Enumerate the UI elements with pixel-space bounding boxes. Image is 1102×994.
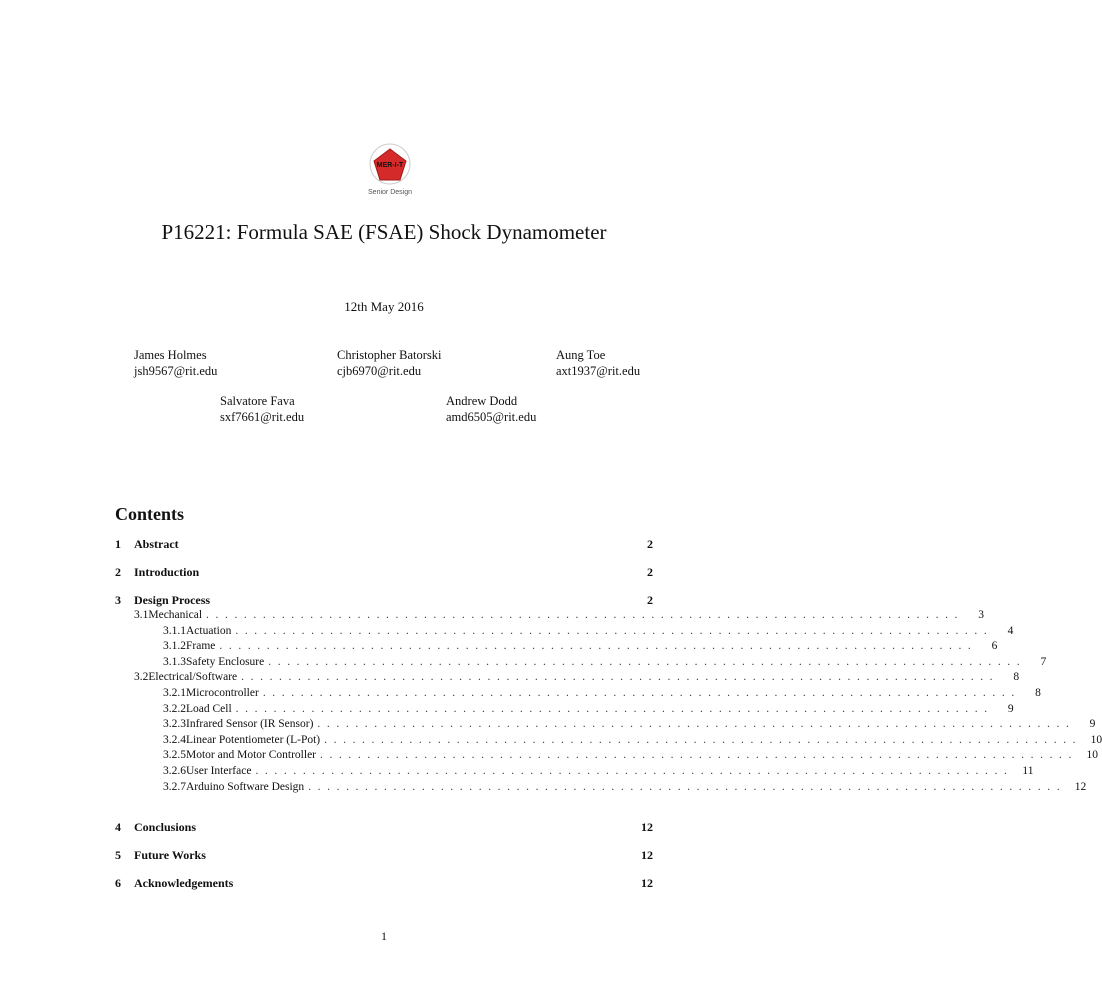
toc-entry-page: 12 bbox=[641, 820, 653, 834]
toc-entry-number: 3.1.1 bbox=[163, 624, 186, 637]
toc-entry[interactable] bbox=[115, 655, 1047, 672]
toc-entry[interactable] bbox=[115, 640, 998, 656]
toc-entry-number: 3.2.3 bbox=[163, 718, 186, 731]
toc-entry-title: Linear Potentiometer (L-Pot) bbox=[186, 733, 321, 746]
toc-entry-title: Load Cell bbox=[186, 702, 232, 715]
toc-entry-number: 3.1 bbox=[134, 609, 149, 621]
toc-entry-number: 3.2.4 bbox=[163, 733, 186, 746]
toc-dot-leader: ................................................................................ bbox=[255, 765, 1014, 777]
toc-entry-number: 1 bbox=[115, 537, 121, 551]
document-title: P16221: Formula SAE (FSAE) Shock Dynamometer bbox=[161, 220, 607, 244]
toc-entry-title: Microcontroller bbox=[186, 687, 259, 699]
author-name: Andrew Dodd bbox=[446, 394, 518, 408]
toc-entry[interactable] bbox=[115, 733, 1102, 750]
toc-entry-title: Electrical/Software bbox=[148, 671, 238, 684]
toc-entry-number: 3.2.7 bbox=[163, 780, 186, 793]
toc-entry-title: Actuation bbox=[186, 624, 232, 637]
toc-entry[interactable] bbox=[115, 848, 653, 864]
toc-entry-page: 2 bbox=[647, 537, 653, 551]
toc-dot-leader: ................................................................................ bbox=[320, 749, 1078, 762]
toc-entry[interactable] bbox=[115, 565, 653, 581]
toc-dot-leader: ................................................................................ bbox=[235, 624, 994, 637]
toc-entry-number: 4 bbox=[115, 820, 121, 834]
toc-entry-number: 3.1.3 bbox=[163, 655, 186, 668]
toc-entry[interactable] bbox=[115, 593, 653, 609]
author-block bbox=[220, 393, 304, 425]
toc-entry-page: 2 bbox=[647, 593, 653, 607]
toc-entry-page: 7 bbox=[1040, 655, 1047, 668]
toc-entry-number: 3.2 bbox=[134, 671, 149, 684]
toc-entry-page: 10 bbox=[1090, 733, 1102, 746]
merit-senior-design-logo bbox=[355, 140, 425, 198]
toc-dot-leader: ................................................................................ bbox=[206, 609, 965, 621]
toc-entry[interactable] bbox=[115, 609, 985, 625]
author-name: Christopher Batorski bbox=[337, 348, 442, 362]
page-number: 1 bbox=[381, 929, 387, 943]
toc-entry[interactable] bbox=[115, 537, 653, 553]
toc-entry-page: 11 bbox=[1022, 765, 1034, 777]
toc-entry-title: Abstract bbox=[134, 537, 179, 551]
toc-entry-page: 12 bbox=[641, 876, 653, 890]
toc-dot-leader: ................................................................................ bbox=[235, 702, 994, 715]
toc-entry-number: 3 bbox=[115, 593, 121, 607]
toc-entry[interactable] bbox=[115, 765, 1034, 781]
toc-entry-title: Future Works bbox=[134, 848, 206, 862]
toc-entry-page: 8 bbox=[1013, 671, 1020, 684]
author-name: Aung Toe bbox=[556, 348, 606, 362]
toc-entry-title: Conclusions bbox=[134, 820, 197, 834]
toc-entry[interactable] bbox=[115, 749, 1098, 765]
toc-entry-title: Introduction bbox=[134, 565, 200, 579]
toc-entry-title: Safety Enclosure bbox=[186, 655, 265, 668]
toc-entry-number: 2 bbox=[115, 565, 121, 579]
toc-entry[interactable] bbox=[115, 687, 1041, 703]
toc-entry-number: 3.2.6 bbox=[163, 765, 186, 777]
toc-dot-leader: ................................................................................ bbox=[324, 733, 1083, 746]
toc-entry[interactable] bbox=[115, 780, 1087, 797]
toc-dot-leader: ................................................................................ bbox=[219, 640, 978, 653]
contents-heading: Contents bbox=[115, 504, 185, 524]
toc-entry-page: 12 bbox=[641, 848, 653, 862]
toc-entry[interactable] bbox=[115, 702, 1014, 719]
author-block bbox=[337, 347, 442, 379]
toc-dot-leader: ................................................................................ bbox=[241, 671, 1000, 684]
toc-entry-number: 5 bbox=[115, 848, 121, 862]
toc-entry-title: User Interface bbox=[186, 765, 252, 777]
toc-entry-page: 2 bbox=[647, 565, 653, 579]
toc-entry-page: 12 bbox=[1074, 780, 1087, 793]
toc-entry-title: Frame bbox=[186, 640, 216, 653]
author-email: axt1937@rit.edu bbox=[556, 364, 641, 378]
toc-entry-page: 9 bbox=[1089, 718, 1096, 731]
svg-text:MER-I-T: MER-I-T bbox=[376, 162, 404, 169]
toc-entry-page: 6 bbox=[991, 640, 998, 653]
author-block bbox=[446, 393, 536, 425]
toc-entry[interactable] bbox=[115, 718, 1096, 734]
toc-entry-title: Motor and Motor Controller bbox=[186, 749, 316, 762]
author-email: jsh9567@rit.edu bbox=[134, 364, 218, 378]
author-name: James Holmes bbox=[134, 348, 207, 362]
author-email: amd6505@rit.edu bbox=[446, 410, 537, 424]
toc-entry[interactable] bbox=[115, 671, 1020, 687]
toc-entry-page: 4 bbox=[1007, 624, 1014, 637]
author-email: cjb6970@rit.edu bbox=[337, 364, 422, 378]
author-name: Salvatore Fava bbox=[220, 394, 295, 408]
toc-dot-leader: ................................................................................ bbox=[268, 655, 1027, 668]
toc-entry-title: Acknowledgements bbox=[134, 876, 234, 890]
toc-entry-title: Design Process bbox=[134, 593, 211, 607]
toc-dot-leader: ................................................................................ bbox=[308, 780, 1067, 793]
document-date: 12th May 2016 bbox=[344, 299, 424, 314]
author-email: sxf7661@rit.edu bbox=[220, 410, 305, 424]
toc-entry-number: 6 bbox=[115, 876, 121, 890]
toc-entry[interactable] bbox=[115, 820, 653, 836]
toc-entry-title: Infrared Sensor (IR Sensor) bbox=[186, 718, 314, 731]
toc-dot-leader: ................................................................................ bbox=[317, 718, 1076, 731]
toc-entry-page: 9 bbox=[1007, 702, 1014, 715]
toc-entry[interactable] bbox=[115, 624, 1014, 641]
toc-entry-page: 8 bbox=[1035, 687, 1041, 699]
toc-entry-number: 3.2.2 bbox=[163, 702, 186, 715]
toc-entry-number: 3.2.1 bbox=[163, 687, 186, 699]
toc-entry-page: 10 bbox=[1086, 749, 1098, 762]
toc-entry-page: 3 bbox=[978, 609, 985, 621]
toc-entry-number: 3.1.2 bbox=[163, 640, 186, 653]
author-block bbox=[134, 347, 217, 379]
toc-dot-leader: ................................................................................ bbox=[262, 687, 1021, 699]
toc-entry-number: 3.2.5 bbox=[163, 749, 186, 762]
toc-entry-title: Mechanical bbox=[148, 609, 203, 621]
toc-entry[interactable] bbox=[115, 876, 653, 892]
toc-entry-title: Arduino Software Design bbox=[186, 780, 305, 793]
author-block bbox=[556, 347, 640, 379]
svg-text:Senior Design: Senior Design bbox=[368, 189, 412, 196]
